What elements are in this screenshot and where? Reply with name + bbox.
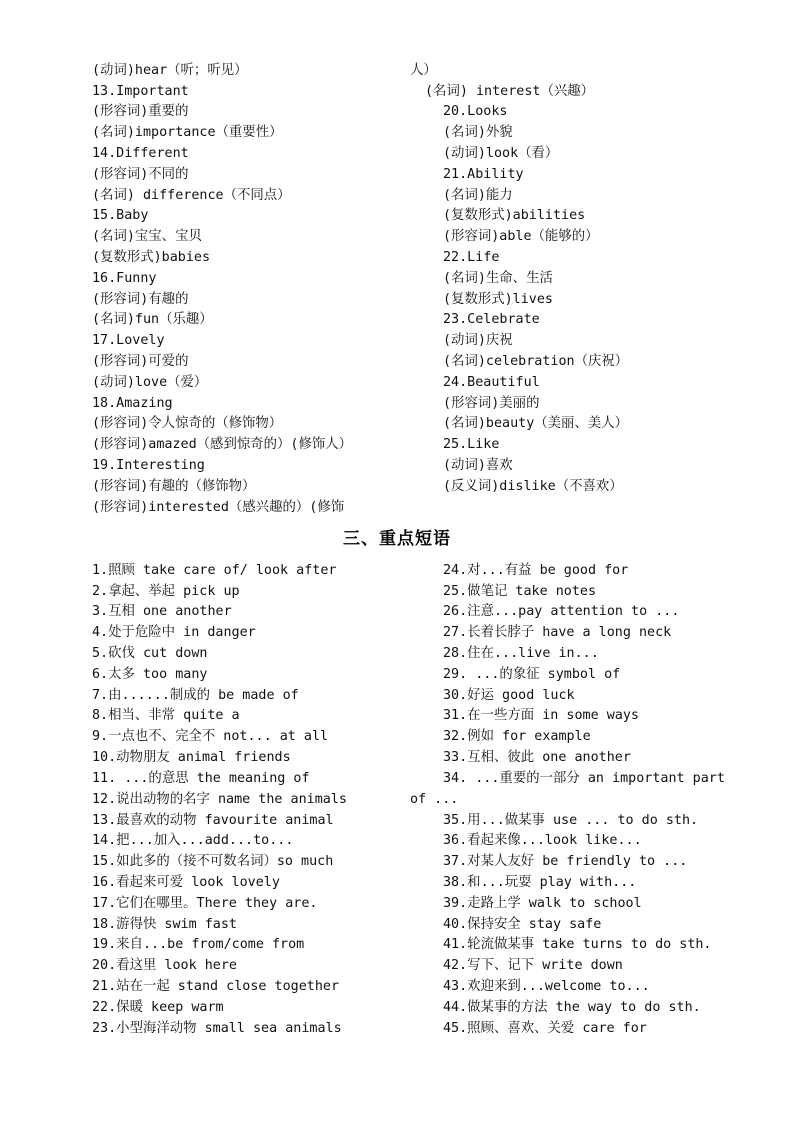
vocab-line: (形容词)able（能够的） [443, 229, 599, 244]
vocab-line: 23.Celebrate [443, 312, 540, 327]
vocab-line: (复数形式)lives [443, 292, 553, 307]
vocab-line: (形容词)令人惊奇的（修饰物） [92, 416, 283, 431]
vocab-line: (名词)celebration（庆祝） [443, 354, 629, 369]
vocab-line: 16.Funny [92, 271, 157, 286]
phrase-item: 42.写下、记下 write down [443, 958, 623, 973]
vocab-line: (反义词)dislike（不喜欢） [443, 479, 623, 494]
vocab-line: (名词)importance（重要性） [92, 125, 283, 140]
phrase-item: 18.游得快 swim fast [92, 917, 237, 932]
vocab-line: (名词) interest（兴趣） [425, 84, 595, 99]
phrase-item: 5.砍伐 cut down [92, 646, 208, 661]
phrase-item: 23.小型海洋动物 small sea animals [92, 1021, 342, 1036]
phrase-item: 36.看起来像...look like... [443, 833, 642, 848]
vocab-line: 25.Like [443, 437, 500, 452]
phrase-item: 32.例如 for example [443, 729, 591, 744]
vocab-line: 24.Beautiful [443, 375, 540, 390]
vocab-line: (形容词)有趣的 [92, 292, 189, 307]
phrase-item: 14.把...加入...add...to... [92, 833, 294, 848]
vocab-line: (名词)外貌 [443, 125, 513, 140]
phrase-item: 9.一点也不、完全不 not... at all [92, 729, 329, 744]
phrase-item: 15.如此多的（接不可数名词）so much [92, 854, 334, 869]
phrase-item: 6.太多 too many [92, 667, 208, 682]
phrase-item: 16.看起来可爱 look lovely [92, 875, 280, 890]
phrase-item: 44.做某事的方法 the way to do sth. [443, 1000, 701, 1015]
vocab-line: (动词)look（看） [443, 146, 559, 161]
vocab-line: (形容词)美丽的 [443, 396, 540, 411]
phrase-item: 30.好运 good luck [443, 688, 575, 703]
vocab-line: (动词)love（爱） [92, 375, 208, 390]
phrase-item: 13.最喜欢的动物 favourite animal [92, 813, 334, 828]
phrase-item: 21.站在一起 stand close together [92, 979, 340, 994]
phrase-item: 1.照顾 take care of/ look after [92, 563, 337, 578]
phrase-item: 33.互相、彼此 one another [443, 750, 631, 765]
vocab-line: 22.Life [443, 250, 500, 265]
vocab-line: (名词) difference（不同点） [92, 188, 291, 203]
vocab-line: (复数形式)abilities [443, 208, 586, 223]
vocab-line: 17.Lovely [92, 333, 165, 348]
phrase-item: 17.它们在哪里。There they are. [92, 896, 318, 911]
vocab-line: (名词)能力 [443, 188, 513, 203]
vocab-line: 人） [410, 63, 437, 78]
vocab-line: (动词)喜欢 [443, 458, 513, 473]
vocab-line: (形容词)可爱的 [92, 354, 189, 369]
vocab-line: (形容词)重要的 [92, 104, 189, 119]
phrase-item: 26.注意...pay attention to ... [443, 604, 680, 619]
vocab-line: (名词)beauty（美丽、美人） [443, 416, 629, 431]
phrase-item: 35.用...做某事 use ... to do sth. [443, 813, 699, 828]
vocab-line: 13.Important [92, 84, 189, 99]
vocab-line: (动词)hear（听；听见） [92, 63, 248, 78]
phrase-item: 20.看这里 look here [92, 958, 237, 973]
phrase-item: 8.相当、非常 quite a [92, 708, 240, 723]
phrase-item: 24.对...有益 be good for [443, 563, 629, 578]
phrase-item: 29. ...的象征 symbol of [443, 667, 621, 682]
phrase-item: 25.做笔记 take notes [443, 584, 597, 599]
vocab-line: (形容词)不同的 [92, 167, 189, 182]
phrase-item: 12.说出动物的名字 name the animals [92, 792, 347, 807]
phrase-item: 2.拿起、举起 pick up [92, 584, 240, 599]
vocab-line: (形容词)amazed（感到惊奇的）(修饰人） [92, 437, 353, 452]
phrase-item: 28.住在...live in... [443, 646, 599, 661]
phrase-item: 3.互相 one another [92, 604, 232, 619]
phrase-item: 22.保暖 keep warm [92, 1000, 224, 1015]
phrase-item: 19.来自...be from/come from [92, 937, 305, 952]
phrase-item: 31.在一些方面 in some ways [443, 708, 639, 723]
phrase-item: 40.保持安全 stay safe [443, 917, 602, 932]
vocab-line: (复数形式)babies [92, 250, 211, 265]
phrase-item: 27.长着长脖子 have a long neck [443, 625, 672, 640]
section-title: 三、重点短语 [343, 529, 451, 549]
vocab-line: 14.Different [92, 146, 189, 161]
vocab-line: (名词)fun（乐趣） [92, 312, 213, 327]
phrase-item: 4.处于危险中 in danger [92, 625, 256, 640]
phrase-item: 10.动物朋友 animal friends [92, 750, 291, 765]
phrase-item: 11. ...的意思 the meaning of [92, 771, 310, 786]
phrase-item: 45.照顾、喜欢、关爱 care for [443, 1021, 647, 1036]
phrase-item: 43.欢迎来到...welcome to... [443, 979, 650, 994]
phrase-item-continuation: of ... [410, 792, 459, 807]
phrase-item: 39.走路上学 walk to school [443, 896, 642, 911]
vocab-line: 21.Ability [443, 167, 524, 182]
vocab-line: 19.Interesting [92, 458, 205, 473]
vocab-line: (动词)庆祝 [443, 333, 513, 348]
vocab-line: 15.Baby [92, 208, 149, 223]
phrase-item: 37.对某人友好 be friendly to ... [443, 854, 688, 869]
vocab-line: (形容词)interested（感兴趣的）(修饰 [92, 500, 345, 515]
phrase-item: 34. ...重要的一部分 an important part [443, 771, 725, 786]
vocab-line: 20.Looks [443, 104, 508, 119]
vocab-line: (名词)生命、生活 [443, 271, 553, 286]
phrase-item: 38.和...玩耍 play with... [443, 875, 637, 890]
phrase-item: 41.轮流做某事 take turns to do sth. [443, 937, 712, 952]
vocab-line: (名词)宝宝、宝贝 [92, 229, 202, 244]
phrase-item: 7.由......制成的 be made of [92, 688, 299, 703]
vocab-line: (形容词)有趣的（修饰物） [92, 479, 256, 494]
vocab-line: 18.Amazing [92, 396, 173, 411]
